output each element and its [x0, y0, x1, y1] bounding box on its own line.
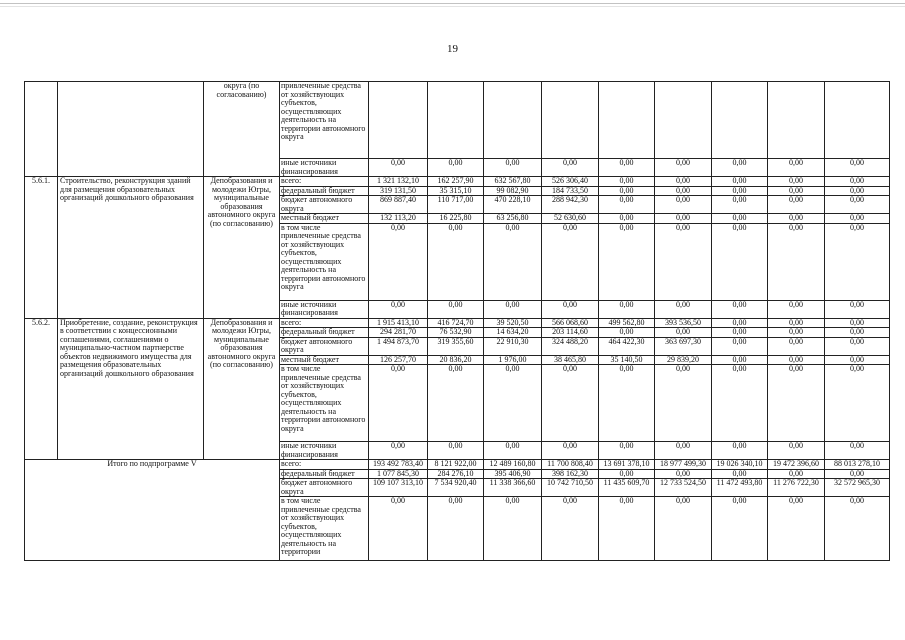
subprogram-total-label: Итого по подпрограмме V	[25, 460, 280, 561]
amount-cell: 110 717,00	[428, 196, 484, 214]
funding-source-cell: всего:	[280, 318, 369, 328]
amount-cell: 0,00	[712, 159, 768, 177]
amount-cell: 0,00	[825, 196, 890, 214]
amount-cell: 0,00	[542, 442, 599, 460]
amount-cell: 0,00	[825, 159, 890, 177]
funding-source-cell: федеральный бюджет	[280, 469, 369, 479]
amount-cell: 0,00	[599, 497, 655, 561]
amount-cell	[369, 82, 428, 159]
amount-cell: 1 915 413,10	[369, 318, 428, 328]
amount-cell: 10 742 710,50	[542, 479, 599, 497]
amount-cell: 0,00	[712, 497, 768, 561]
amount-cell: 0,00	[768, 318, 825, 328]
item-name-cell: Строительство, реконструкция зданий для размещения образовательных организаций дошкольного образования	[58, 177, 204, 319]
amount-cell: 1 321 132,10	[369, 177, 428, 187]
amount-cell: 35 140,50	[599, 355, 655, 365]
amount-cell: 319 131,50	[369, 186, 428, 196]
amount-cell: 22 910,30	[484, 337, 542, 355]
amount-cell: 0,00	[712, 365, 768, 442]
funding-source-cell: иные источники финансирования	[280, 442, 369, 460]
amount-cell: 0,00	[369, 442, 428, 460]
amount-cell: 0,00	[484, 442, 542, 460]
amount-cell: 0,00	[484, 223, 542, 300]
amount-cell: 869 887,40	[369, 196, 428, 214]
amount-cell: 0,00	[655, 177, 712, 187]
amount-cell: 11 338 366,60	[484, 479, 542, 497]
amount-cell	[599, 82, 655, 159]
amount-cell: 0,00	[599, 159, 655, 177]
amount-cell: 0,00	[712, 186, 768, 196]
amount-cell: 0,00	[768, 355, 825, 365]
amount-cell: 0,00	[655, 469, 712, 479]
amount-cell: 632 567,80	[484, 177, 542, 187]
amount-cell: 0,00	[655, 214, 712, 224]
amount-cell: 184 733,50	[542, 186, 599, 196]
amount-cell: 393 536,50	[655, 318, 712, 328]
amount-cell: 11 435 609,70	[599, 479, 655, 497]
amount-cell: 1 976,00	[484, 355, 542, 365]
amount-cell: 0,00	[428, 223, 484, 300]
amount-cell: 0,00	[825, 223, 890, 300]
amount-cell: 288 942,30	[542, 196, 599, 214]
amount-cell: 0,00	[655, 223, 712, 300]
amount-cell: 16 225,80	[428, 214, 484, 224]
amount-cell	[484, 82, 542, 159]
funding-source-cell: привлеченные средства от хозяйствующих субъектов, осуществляющих деятельность на территории автономного округа	[280, 82, 369, 159]
table-row	[25, 82, 890, 159]
funding-source-cell: в том числе привлеченные средства от хозяйствующих субъектов, осуществляющих деятельность на территории автономного округа	[280, 223, 369, 300]
amount-cell: 0,00	[655, 186, 712, 196]
amount-cell: 0,00	[655, 300, 712, 318]
amount-cell: 0,00	[768, 365, 825, 442]
amount-cell: 35 315,10	[428, 186, 484, 196]
amount-cell: 38 465,80	[542, 355, 599, 365]
amount-cell: 99 082,90	[484, 186, 542, 196]
amount-cell: 7 534 920,40	[428, 479, 484, 497]
amount-cell: 0,00	[768, 469, 825, 479]
funding-source-cell: в том числе привлеченные средства от хозяйствующих субъектов, осуществляющих деятельность на территории	[280, 497, 369, 561]
amount-cell: 0,00	[599, 214, 655, 224]
amount-cell: 0,00	[428, 497, 484, 561]
amount-cell	[542, 82, 599, 159]
amount-cell: 0,00	[712, 469, 768, 479]
funding-source-cell: федеральный бюджет	[280, 328, 369, 338]
amount-cell: 11 276 722,30	[768, 479, 825, 497]
amount-cell	[655, 82, 712, 159]
amount-cell	[768, 82, 825, 159]
amount-cell: 76 532,90	[428, 328, 484, 338]
amount-cell: 193 492 783,40	[369, 460, 428, 470]
amount-cell: 0,00	[712, 318, 768, 328]
amount-cell: 566 068,60	[542, 318, 599, 328]
amount-cell: 12 489 160,80	[484, 460, 542, 470]
amount-cell: 363 697,30	[655, 337, 712, 355]
amount-cell: 20 836,20	[428, 355, 484, 365]
amount-cell: 0,00	[825, 318, 890, 328]
funding-source-cell: бюджет автономного округа	[280, 479, 369, 497]
amount-cell: 162 257,90	[428, 177, 484, 187]
item-number-cell	[25, 82, 58, 177]
item-number-cell: 5.6.1.	[25, 177, 58, 319]
amount-cell: 526 306,40	[542, 177, 599, 187]
responsible-cell: Депобразования и молодежи Югры, муниципальные образования автономного округа (по согласованию)	[204, 177, 280, 319]
amount-cell: 284 276,10	[428, 469, 484, 479]
amount-cell: 0,00	[599, 469, 655, 479]
amount-cell: 0,00	[825, 337, 890, 355]
amount-cell: 395 406,90	[484, 469, 542, 479]
amount-cell: 0,00	[825, 469, 890, 479]
budget-table	[24, 81, 890, 561]
item-name-cell: Приобретение, создание, реконструкция в соответствии с концессионными соглашениями, соглашениями о муниципально-частном партнерстве объектов недвижимого имущества для размещения образовательных организаций дошкольного образования	[58, 318, 204, 460]
amount-cell: 0,00	[369, 223, 428, 300]
amount-cell: 0,00	[428, 365, 484, 442]
table-row	[25, 318, 890, 328]
page-number: 19	[447, 43, 458, 55]
amount-cell: 0,00	[599, 196, 655, 214]
amount-cell: 0,00	[655, 328, 712, 338]
funding-source-cell: в том числе привлеченные средства от хозяйствующих субъектов, осуществляющих деятельность на территории автономного округа	[280, 365, 369, 442]
amount-cell: 416 724,70	[428, 318, 484, 328]
amount-cell: 39 520,50	[484, 318, 542, 328]
amount-cell: 11 472 493,80	[712, 479, 768, 497]
amount-cell: 0,00	[825, 214, 890, 224]
scan-edge-line	[0, 3, 905, 4]
amount-cell: 18 977 499,30	[655, 460, 712, 470]
amount-cell: 0,00	[712, 442, 768, 460]
funding-source-cell: местный бюджет	[280, 214, 369, 224]
amount-cell: 12 733 524,50	[655, 479, 712, 497]
amount-cell: 0,00	[768, 300, 825, 318]
amount-cell: 52 630,60	[542, 214, 599, 224]
amount-cell: 0,00	[825, 300, 890, 318]
amount-cell: 0,00	[599, 223, 655, 300]
amount-cell: 0,00	[369, 300, 428, 318]
amount-cell: 0,00	[768, 159, 825, 177]
amount-cell: 324 488,20	[542, 337, 599, 355]
amount-cell: 88 013 278,10	[825, 460, 890, 470]
amount-cell: 0,00	[825, 365, 890, 442]
amount-cell: 0,00	[599, 177, 655, 187]
amount-cell: 0,00	[768, 328, 825, 338]
amount-cell: 0,00	[428, 159, 484, 177]
amount-cell: 0,00	[825, 328, 890, 338]
responsible-cell: округа (по согласованию)	[204, 82, 280, 177]
amount-cell: 0,00	[484, 497, 542, 561]
amount-cell: 109 107 313,10	[369, 479, 428, 497]
amount-cell: 464 422,30	[599, 337, 655, 355]
amount-cell: 0,00	[655, 497, 712, 561]
funding-source-cell: всего:	[280, 460, 369, 470]
amount-cell: 0,00	[369, 497, 428, 561]
amount-cell: 126 257,70	[369, 355, 428, 365]
funding-source-cell: бюджет автономного округа	[280, 196, 369, 214]
amount-cell: 0,00	[825, 442, 890, 460]
amount-cell: 0,00	[599, 300, 655, 318]
amount-cell: 0,00	[484, 365, 542, 442]
amount-cell: 0,00	[542, 300, 599, 318]
amount-cell: 0,00	[712, 223, 768, 300]
amount-cell: 0,00	[768, 497, 825, 561]
amount-cell: 0,00	[712, 328, 768, 338]
amount-cell	[712, 82, 768, 159]
amount-cell: 319 355,60	[428, 337, 484, 355]
responsible-cell: Депобразования и молодежи Югры, муниципальные образования автономного округа (по согласованию)	[204, 318, 280, 460]
amount-cell: 0,00	[542, 159, 599, 177]
amount-cell: 11 700 808,40	[542, 460, 599, 470]
amount-cell: 13 691 378,10	[599, 460, 655, 470]
funding-source-cell: федеральный бюджет	[280, 186, 369, 196]
amount-cell: 0,00	[712, 196, 768, 214]
amount-cell: 0,00	[655, 442, 712, 460]
amount-cell: 0,00	[428, 300, 484, 318]
amount-cell: 1 494 873,70	[369, 337, 428, 355]
amount-cell: 0,00	[768, 214, 825, 224]
amount-cell: 19 026 340,10	[712, 460, 768, 470]
amount-cell: 0,00	[599, 442, 655, 460]
amount-cell: 0,00	[369, 365, 428, 442]
funding-source-cell: всего:	[280, 177, 369, 187]
amount-cell: 0,00	[825, 355, 890, 365]
amount-cell: 19 472 396,60	[768, 460, 825, 470]
amount-cell: 470 228,10	[484, 196, 542, 214]
amount-cell: 0,00	[712, 337, 768, 355]
amount-cell: 398 162,30	[542, 469, 599, 479]
item-name-cell	[58, 82, 204, 177]
funding-source-cell: бюджет автономного округа	[280, 337, 369, 355]
amount-cell: 0,00	[825, 186, 890, 196]
amount-cell: 203 114,60	[542, 328, 599, 338]
amount-cell: 0,00	[825, 497, 890, 561]
amount-cell: 0,00	[825, 177, 890, 187]
amount-cell: 0,00	[542, 497, 599, 561]
amount-cell: 1 077 845,30	[369, 469, 428, 479]
amount-cell: 0,00	[768, 442, 825, 460]
amount-cell: 0,00	[542, 365, 599, 442]
scan-edge-line	[0, 6, 905, 7]
amount-cell	[825, 82, 890, 159]
amount-cell: 0,00	[655, 196, 712, 214]
amount-cell: 0,00	[599, 186, 655, 196]
amount-cell: 0,00	[768, 337, 825, 355]
amount-cell: 0,00	[484, 159, 542, 177]
amount-cell: 32 572 965,30	[825, 479, 890, 497]
amount-cell: 0,00	[369, 159, 428, 177]
amount-cell: 0,00	[712, 214, 768, 224]
item-number-cell: 5.6.2.	[25, 318, 58, 460]
amount-cell: 0,00	[712, 355, 768, 365]
amount-cell	[428, 82, 484, 159]
amount-cell: 0,00	[712, 177, 768, 187]
amount-cell: 294 281,70	[369, 328, 428, 338]
amount-cell: 8 121 922,00	[428, 460, 484, 470]
amount-cell: 0,00	[655, 365, 712, 442]
amount-cell: 0,00	[768, 186, 825, 196]
amount-cell: 0,00	[768, 177, 825, 187]
amount-cell: 0,00	[768, 223, 825, 300]
table-row	[25, 460, 890, 470]
amount-cell: 0,00	[655, 159, 712, 177]
amount-cell: 0,00	[712, 300, 768, 318]
amount-cell: 14 634,20	[484, 328, 542, 338]
amount-cell: 132 113,20	[369, 214, 428, 224]
funding-source-cell: местный бюджет	[280, 355, 369, 365]
funding-source-cell: иные источники финансирования	[280, 300, 369, 318]
table-row	[25, 177, 890, 187]
amount-cell: 0,00	[599, 365, 655, 442]
amount-cell: 0,00	[542, 223, 599, 300]
page-bottom-margin	[0, 632, 905, 640]
amount-cell: 29 839,20	[655, 355, 712, 365]
amount-cell: 499 562,80	[599, 318, 655, 328]
amount-cell: 63 256,80	[484, 214, 542, 224]
funding-source-cell: иные источники финансирования	[280, 159, 369, 177]
amount-cell: 0,00	[484, 300, 542, 318]
amount-cell: 0,00	[768, 196, 825, 214]
amount-cell: 0,00	[599, 328, 655, 338]
amount-cell: 0,00	[428, 442, 484, 460]
